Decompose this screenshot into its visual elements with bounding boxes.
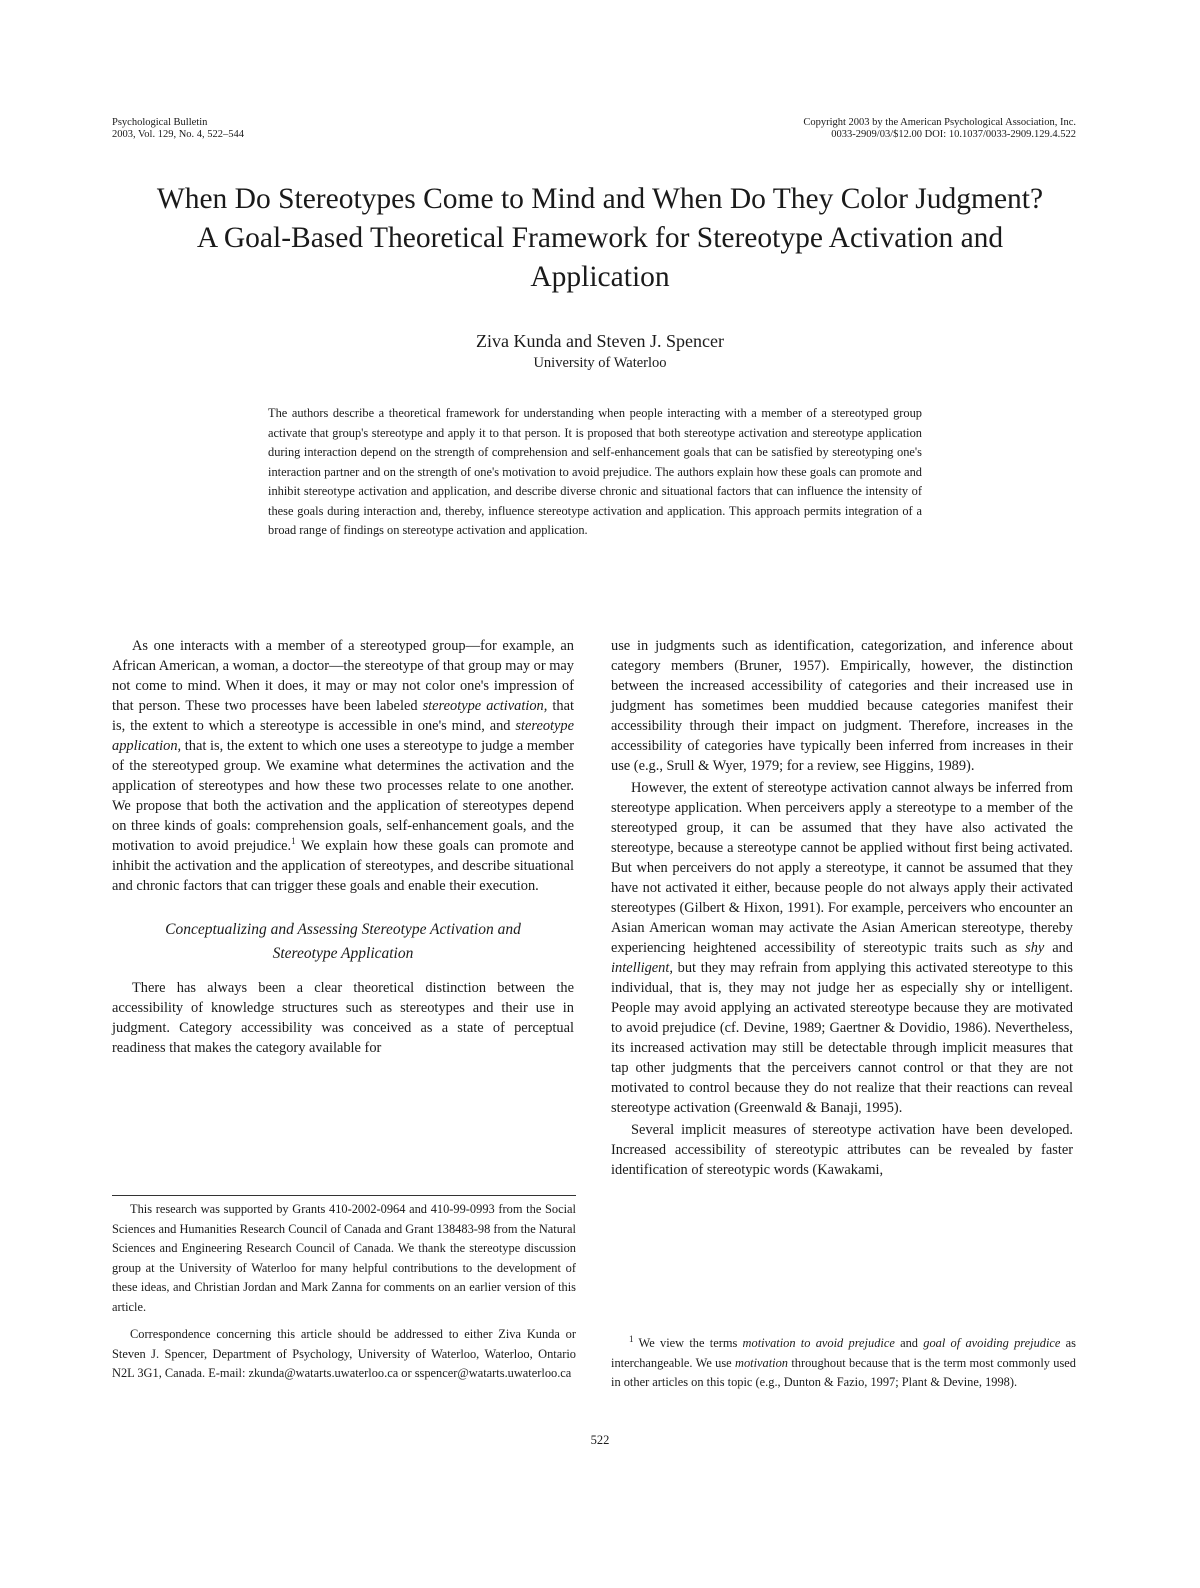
doi-line: 0033-2909/03/$12.00 DOI: 10.1037/0033-2909.129.4.522 <box>831 129 1076 140</box>
copyright-header <box>576 117 1076 141</box>
copyright-line: Copyright 2003 by the American Psychological Association, Inc. <box>803 117 1076 128</box>
right-column <box>611 636 1073 1180</box>
term-stereotype-application: stereotype application, <box>112 718 574 754</box>
title-line-1: When Do Stereotypes Come to Mind and When Do They Color Judgment? <box>156 183 1044 215</box>
title-line-3: Application <box>530 261 670 293</box>
abstract: The authors describe a theoretical framework for understanding when people interacting with a member of a stereotyped group activate that group's stereotype and apply it to that person. It is proposed that both stereotype activation and stereotype application during interaction depend on the strength of comprehension and self-enhancement goals that can be satisfied by stereotyping one's interaction partner and on the strength of one's motivation to avoid prejudice. The authors explain how these goals can promote and inhibit stereotype activation and application, and describe diverse chronic and situational factors that can influence the intensity of these goals during interaction and, thereby, influence stereotype activation and application. This approach permits integration of a broad range of findings on stereotype activation and application. <box>268 406 922 537</box>
body-paragraph: There has always been a clear theoretical distinction between the accessibility of knowledge structures such as stereotypes and their use in judgment. Category accessibility was conceived as a state of perceptual readiness that makes the category available for <box>112 980 574 1056</box>
page-number: 522 <box>590 1433 610 1447</box>
correspondence-note: Correspondence concerning this article should be addressed to either Ziva Kunda or Steven J. Spencer, Department of Psychology, University of Waterloo, Waterloo, Ontario N2L 3G1, Canada. E-mail: zkunda@watarts.uwaterloo.ca or sspencer@watarts.uwaterloo.ca <box>112 1327 576 1380</box>
term-shy: shy <box>1025 940 1045 956</box>
journal-name: Psychological Bulletin <box>112 117 208 128</box>
term-stereotype-activation: stereotype activation, <box>422 698 548 714</box>
footnote-1: $^1$ We view the terms motivation to avoid prejudice and goal of avoiding prejudice as interchangeable. We use motivation throughout because that is the term most commonly used in other articles on this topic (e.g., Dunton & Fazio, 1997; Plant & Devine, 1998). <box>611 1333 1077 1389</box>
journal-header <box>112 117 512 141</box>
body-paragraph: use in judgments such as identification, categorization, and inference about category members (Bruner, 1957). Empirically, however, the distinction between the increased accessibility of categories and their increased use in judgment has sometimes been muddied because categories manifest their accessibility through their impact on judgment. Therefore, increases in the accessibility of categories have typically been inferred from increases in their use (e.g., Srull & Wyer, 1979; for a review, see Higgins, 1989). <box>611 638 1073 774</box>
affiliation: University of Waterloo <box>533 355 667 371</box>
footnote-rule-right <box>611 1322 761 1323</box>
term-intelligent: intelligent, <box>611 960 673 976</box>
journal-citation: 2003, Vol. 129, No. 4, 522–544 <box>112 129 245 140</box>
title-line-2: A Goal-Based Theoretical Framework for Stereotype Activation and <box>196 222 1004 254</box>
funding-note: This research was supported by Grants 410-2002-0964 and 410-99-0993 from the Social Sciences and Humanities Research Council of Canada and Grant 138483-98 from the Natural Sciences and Engineering Research Council of Canada. We thank the stereotype discussion group at the University of Waterloo for many helpful contributions to the development of these ideas, and Christian Jordan and Mark Zanna for comments on an earlier version of this article. <box>112 1202 576 1314</box>
section-heading: Conceptualizing and Assessing Stereotype Activation and Stereotype Application <box>165 921 521 962</box>
body-paragraph: Several implicit measures of stereotype activation have been developed. Increased accessibility of stereotypic attributes can be revealed by faster identification of stereotypic words (Kawakami, <box>611 1122 1073 1178</box>
intro-paragraph: As one interacts with a member of a stereotyped group—for example, an African American, a woman, a doctor—the stereotype of that group may or may not come to mind. When it does, it may or may not color one's impression of that person. These two processes have been labeled stereotype activation, that is, the extent to which a stereotype is accessible in one's mind, and stereotype application, that is, the extent to which one uses a stereotype to judge a member of the stereotyped group. We examine what determines the activation and the application of stereotypes and how these two processes relate to one another. We propose that both the activation and the application of stereotypes depend on three kinds of goals: comprehension goals, self-enhancement goals, and the motivation to avoid prejudice.$^1$ We explain how these goals can promote and inhibit the activation and the application of stereotypes, and describe situational and chronic factors that can trigger these goals and enable their execution. <box>112 638 574 894</box>
article-title <box>60 180 1140 297</box>
footnote-rule <box>112 1195 576 1196</box>
footnote-marker: 1 <box>291 836 296 847</box>
footnotes-left <box>112 1200 576 1384</box>
footnote-marker: 1 <box>629 1333 634 1344</box>
authors: Ziva Kunda and Steven J. Spencer <box>476 331 724 351</box>
left-column <box>112 636 574 1058</box>
body-paragraph: However, the extent of stereotype activation cannot always be inferred from stereotype application. When perceivers apply a stereotype to a member of the stereotyped group, it can be assumed that they have also activated the stereotype, because a stereotype cannot be applied without first being activated. But when perceivers do not apply a stereotype, it cannot be assumed that they have not activated it either, because people do not always apply their activated stereotypes (Gilbert & Hixon, 1991). For example, perceivers who encounter an Asian American woman may activate the Asian American stereotype, thereby experiencing heightened accessibility of stereotypic traits such as shy and intelligent, but they may refrain from applying this activated stereotype to this individual, that is, they may not judge her as especially shy or intelligent. People may avoid applying an activated stereotype because they are motivated to avoid prejudice (cf. Devine, 1989; Gaertner & Dovidio, 1986). Nevertheless, its increased activation may still be detectable through implicit measures that tap other judgments that the perceivers cannot control or that they are not motivated to control because they do not realize that their reactions can reveal stereotype activation (Greenwald & Banaji, 1995). <box>611 780 1073 1116</box>
